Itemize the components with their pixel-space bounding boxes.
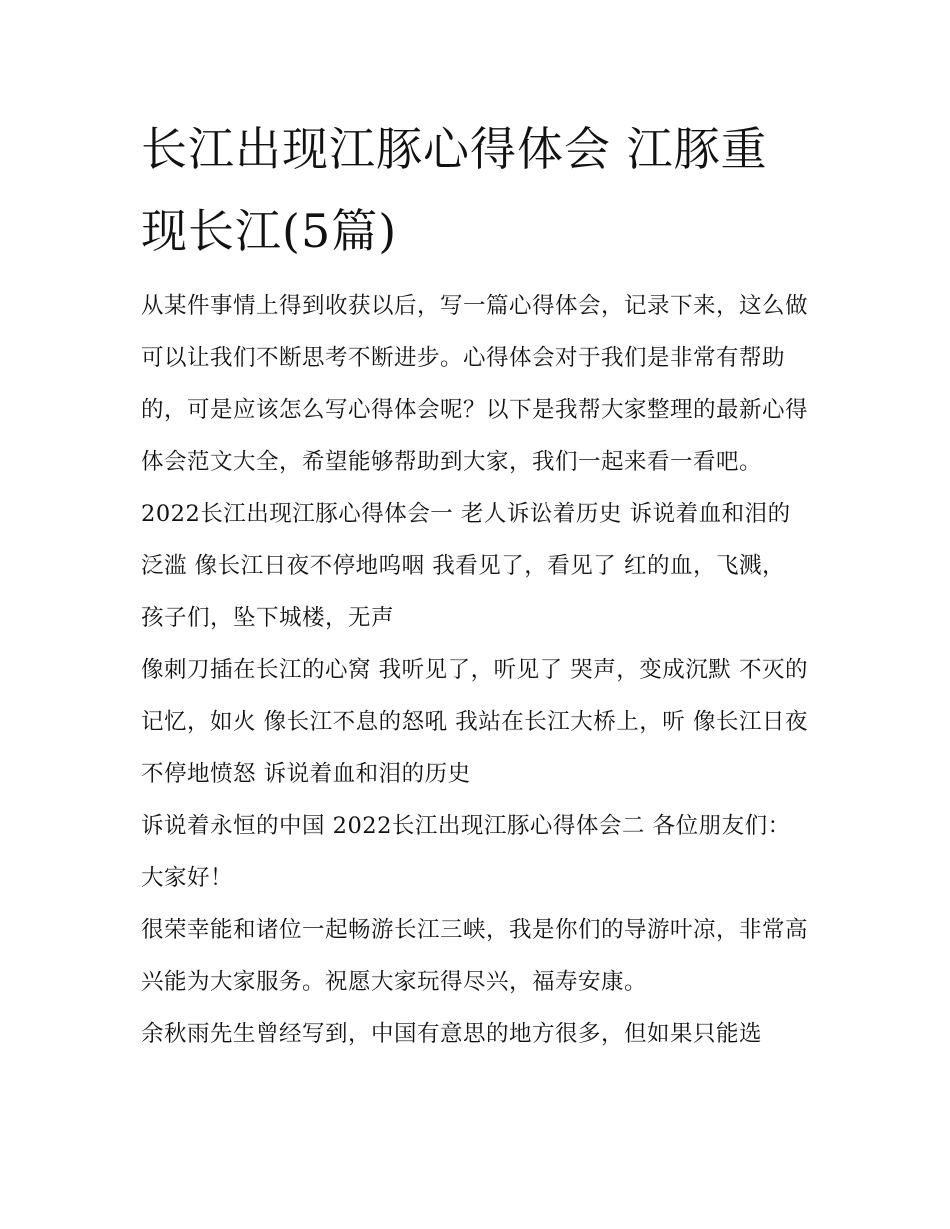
- paragraph-intro: 从某件事情上得到收获以后，写一篇心得体会，记录下来，这么做可以让我们不断思考不断进步。心得体会对于我们是非常有帮助的，可是应该怎么写心得体会呢？以下是我帮大家整理的最新心得体会范文大全，希望能够帮助到大家，我们一起来看一看吧。: [141, 293, 809, 475]
- document-page: [141, 108, 813, 1060]
- paragraph-poem-continued: 像刺刀插在长江的心窝 我听见了，听见了 哭声，变成沉默 不灭的记忆，如火 像长江不息的怒吼 我站在长江大桥上，听 像长江日夜不停地愤怒 诉说着血和泪的历史: [141, 657, 808, 787]
- paragraph-quote: 余秋雨先生曾经写到，中国有意思的地方很多，但如果只能选: [141, 1021, 763, 1047]
- document-title: 长江出现江豚心得体会 江豚重现长江(5篇): [141, 122, 768, 258]
- paragraph-guide-intro: 很荣幸能和诸位一起畅游长江三峡，我是你们的导游叶凉，非常高兴能为大家服务。祝愿大家玩得尽兴，福寿安康。: [141, 917, 809, 995]
- paragraph-essay-two-greeting: 诉说着永恒的中国 2022长江出现江豚心得体会二 各位朋友们： 大家好！: [141, 813, 791, 891]
- paragraph-essay-one: 2022长江出现江豚心得体会一 老人诉讼着历史 诉说着血和泪的泛滥 像长江日夜不停地呜咽 我看见了，看见了 红的血，飞溅， 孩子们，坠下城楼，无声: [141, 501, 791, 631]
